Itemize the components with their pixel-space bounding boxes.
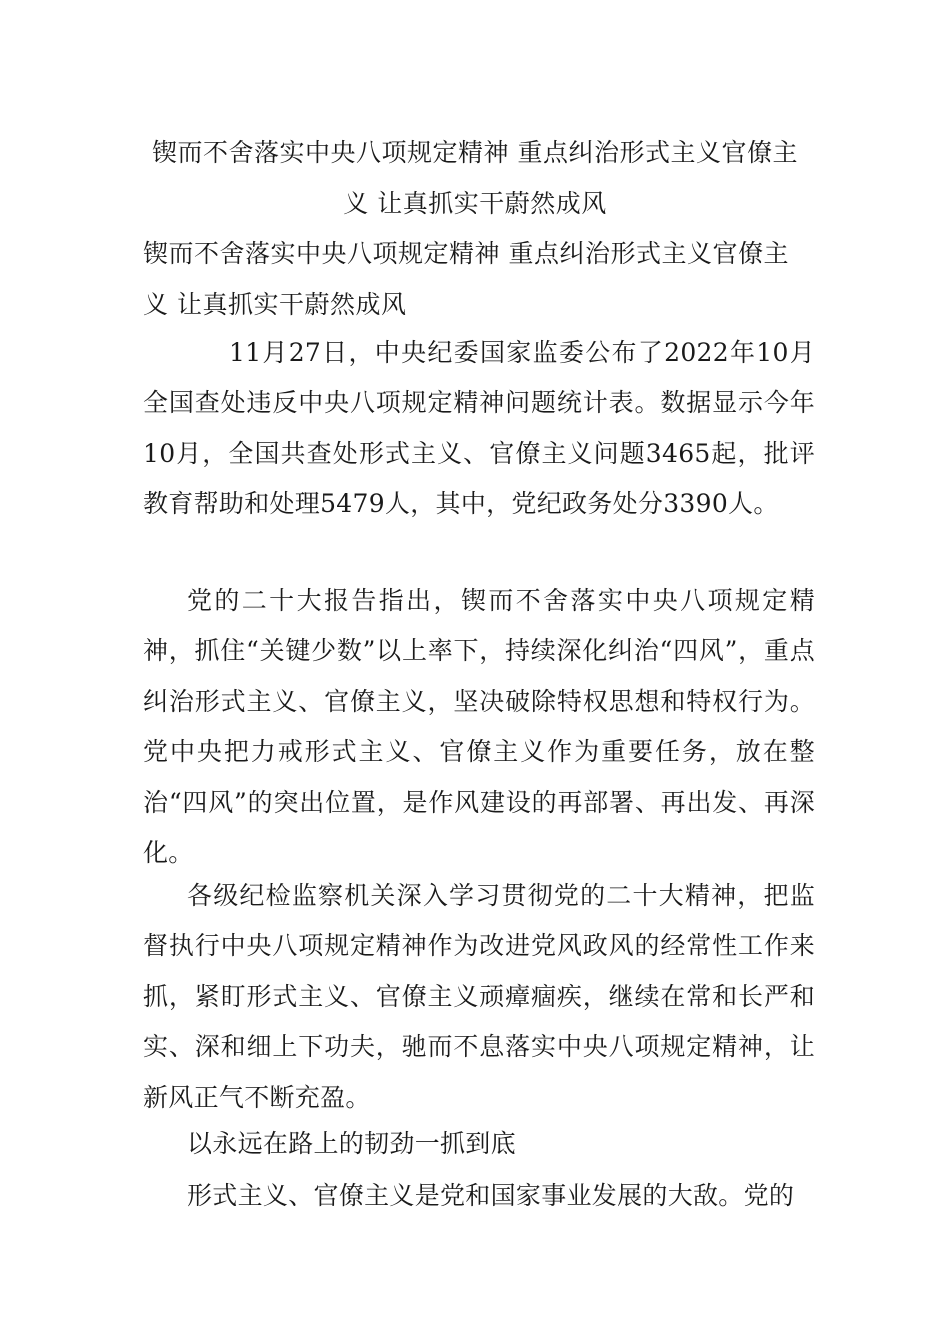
paragraph-2: 党的二十大报告指出，锲而不舍落实中央八项规定精神，抓住“关键少数”以上率下，持续深化纠治“四风”，重点纠治形式主义、官僚主义，坚决破除特权思想和特权行为。党中央把力戒形式主义、官僚主义作为重要任务，放在整治“四风”的突出位置，是作风建设的再部署、再出发、再深化。 bbox=[143, 586, 815, 868]
section-heading: 以永远在路上的韧劲一抓到底 bbox=[187, 1129, 516, 1158]
paragraph-4: 形式主义、官僚主义是党和国家事业发展的大敌。党的 bbox=[187, 1181, 795, 1210]
paragraph-1: 11月27日，中央纪委国家监委公布了2022年10月全国查处违反中央八项规定精神问题统计表。数据显示今年10月，全国共查处形式主义、官僚主义问题3465起，批评教育帮助和处理5479人，其中，党纪政务处分3390人。 bbox=[143, 338, 815, 519]
paragraph-3: 各级纪检监察机关深入学习贯彻党的二十大精神，把监督执行中央八项规定精神作为改进党风政风的经常性工作来抓，紧盯形式主义、官僚主义顽瘴痼疾，继续在常和长严和实、深和细上下功夫，驰而不息落实中央八项规定精神，让新风正气不断充盈。 bbox=[143, 881, 815, 1112]
document-subtitle: 锲而不舍落实中央八项规定精神 重点纠治形式主义官僚主义 让真抓实干蔚然成风 bbox=[143, 239, 789, 319]
document-title: 锲而不舍落实中央八项规定精神 重点纠治形式主义官僚主义 让真抓实干蔚然成风 bbox=[152, 138, 798, 218]
